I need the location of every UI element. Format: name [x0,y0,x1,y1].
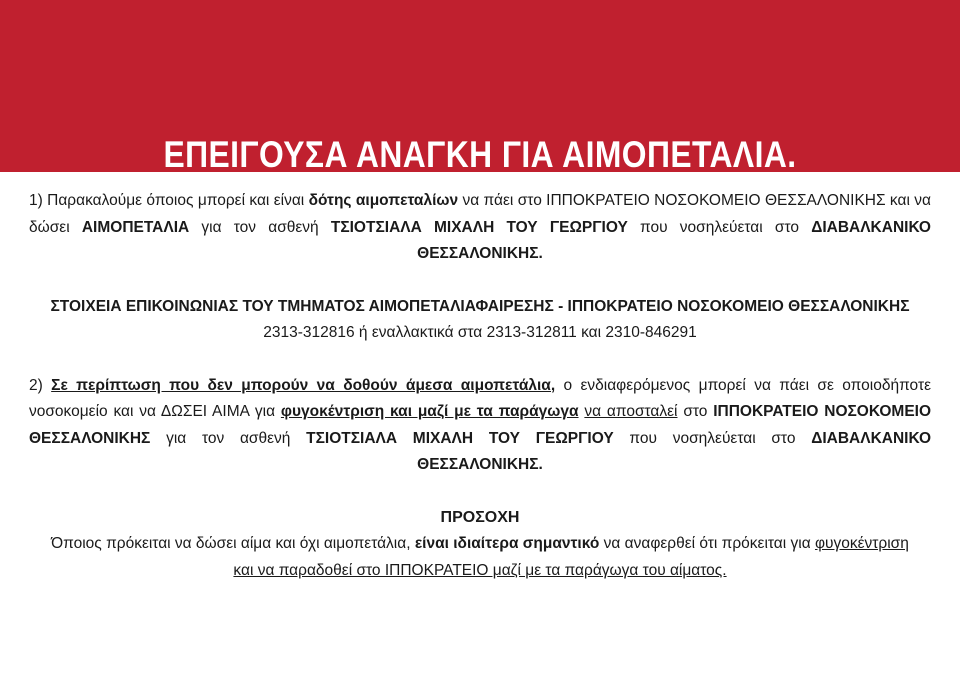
text-segment: Όποιος πρόκειται να δώσει αίμα και όχι αιμοπετάλια, [51,535,415,552]
spacer [29,479,931,505]
attention-heading: ΠΡΟΣΟΧΗ [440,508,520,526]
emphasis-centrifugation: φυγοκέντριση και μαζί με τα παράγωγα [280,403,579,420]
text-segment: 1) Παρακαλούμε όποιος μπορεί και είναι [29,192,309,209]
emphasis-send: να αποσταλεί [584,403,678,420]
attention-line-1 [29,531,931,558]
emphasis-alternative-case: Σε περίπτωση που δεν μπορούν να δοθούν άμεσα αιμοπετάλια, [51,376,556,394]
hospital-name: ΙΠΠΟΚΡΑΤΕΙΟ ΝΟΣΟΚΟΜΕΙΟ ΘΕΣΣΑΛΟΝΙΚΗΣ [29,403,932,447]
text-segment: να πάει στο ΙΠΠΟΚΡΑΤΕΙΟ ΝΟΣΟΚΟΜΕΙΟ ΘΕΣΣΑΛΟΝΙΚΗΣ και να δώσει [29,192,931,236]
emphasis-platelet-donor: δότης αιμοπεταλίων [308,192,459,209]
text-segment: για τον ασθενή [189,218,331,236]
paragraph-alternative [29,373,931,479]
emphasis-centrifugation: φυγοκέντριση [814,535,909,552]
contact-heading: ΣΤΟΙΧΕΙΑ ΕΠΙΚΟΙΝΩΝΙΑΣ ΤΟΥ ΤΜΗΜΑΤΟΣ ΑΙΜΟΠΕΤΑΛΙΑΦΑΙΡΕΣΗΣ - ΙΠΠΟΚΡΑΤΕΙΟ ΝΟΣΟΚΟΜΕΙΟ ΘΕΣΣΑΛΟΝΙΚΗΣ [50,297,910,315]
text-segment: 2) [29,376,52,394]
text-segment: να αναφερθεί ότι πρόκειται για [599,535,815,552]
patient-name: ΤΣΙΟΤΣΙΑΛΑ ΜΙΧΑΛΗ ΤΟΥ ΓΕΩΡΓΙΟΥ [306,429,614,447]
hospital-name: ΔΙΑΒΑΛΚΑΝΙΚΟ ΘΕΣΣΑΛΟΝΙΚΗΣ. [417,429,931,473]
text-segment: που νοσηλεύεται στο [627,218,812,236]
emphasis-important: είναι ιδιαίτερα σημαντικό [414,535,600,552]
spacer [29,347,931,373]
emphasis-delivery: και να παραδοθεί στο ΙΠΠΟΚΡΑΤΕΙΟ μαζί με τα παράγωγα του αίματος. [233,561,727,579]
patient-name: ΤΣΙΟΤΣΙΑΛΑ ΜΙΧΑΛΗ ΤΟΥ ΓΕΩΡΓΙΟΥ [330,218,628,236]
notice-body [29,188,931,584]
text-segment: που νοσηλεύεται στο [613,429,812,447]
hospital-name: ΔΙΑΒΑΛΚΑΝΙΚΟ ΘΕΣΣΑΛΟΝΙΚΗΣ. [417,218,931,262]
paragraph-request-donors [29,188,931,268]
spacer [29,268,931,294]
attention-line-2 [29,558,931,585]
text-segment: ο ενδιαφερόμενος μπορεί να πάει σε οποιοδήποτε νοσοκομείο και να ΔΩΣΕΙ ΑΙΜΑ για [29,376,931,420]
emphasis-platelets: ΑΙΜΟΠΕΤΑΛΙΑ [81,218,190,236]
contact-phones: 2313-312816 ή εναλλακτικά στα 2313-312811 και 2310-846291 [263,324,697,341]
text-segment: στο [677,403,714,420]
page-title: ΕΠΕΙΓΟΥΣΑ ΑΝΑΓΚΗ ΓΙΑ ΑΙΜΟΠΕΤΑΛΙΑ. [163,134,797,175]
text-segment: για τον ασθενή [150,429,307,447]
